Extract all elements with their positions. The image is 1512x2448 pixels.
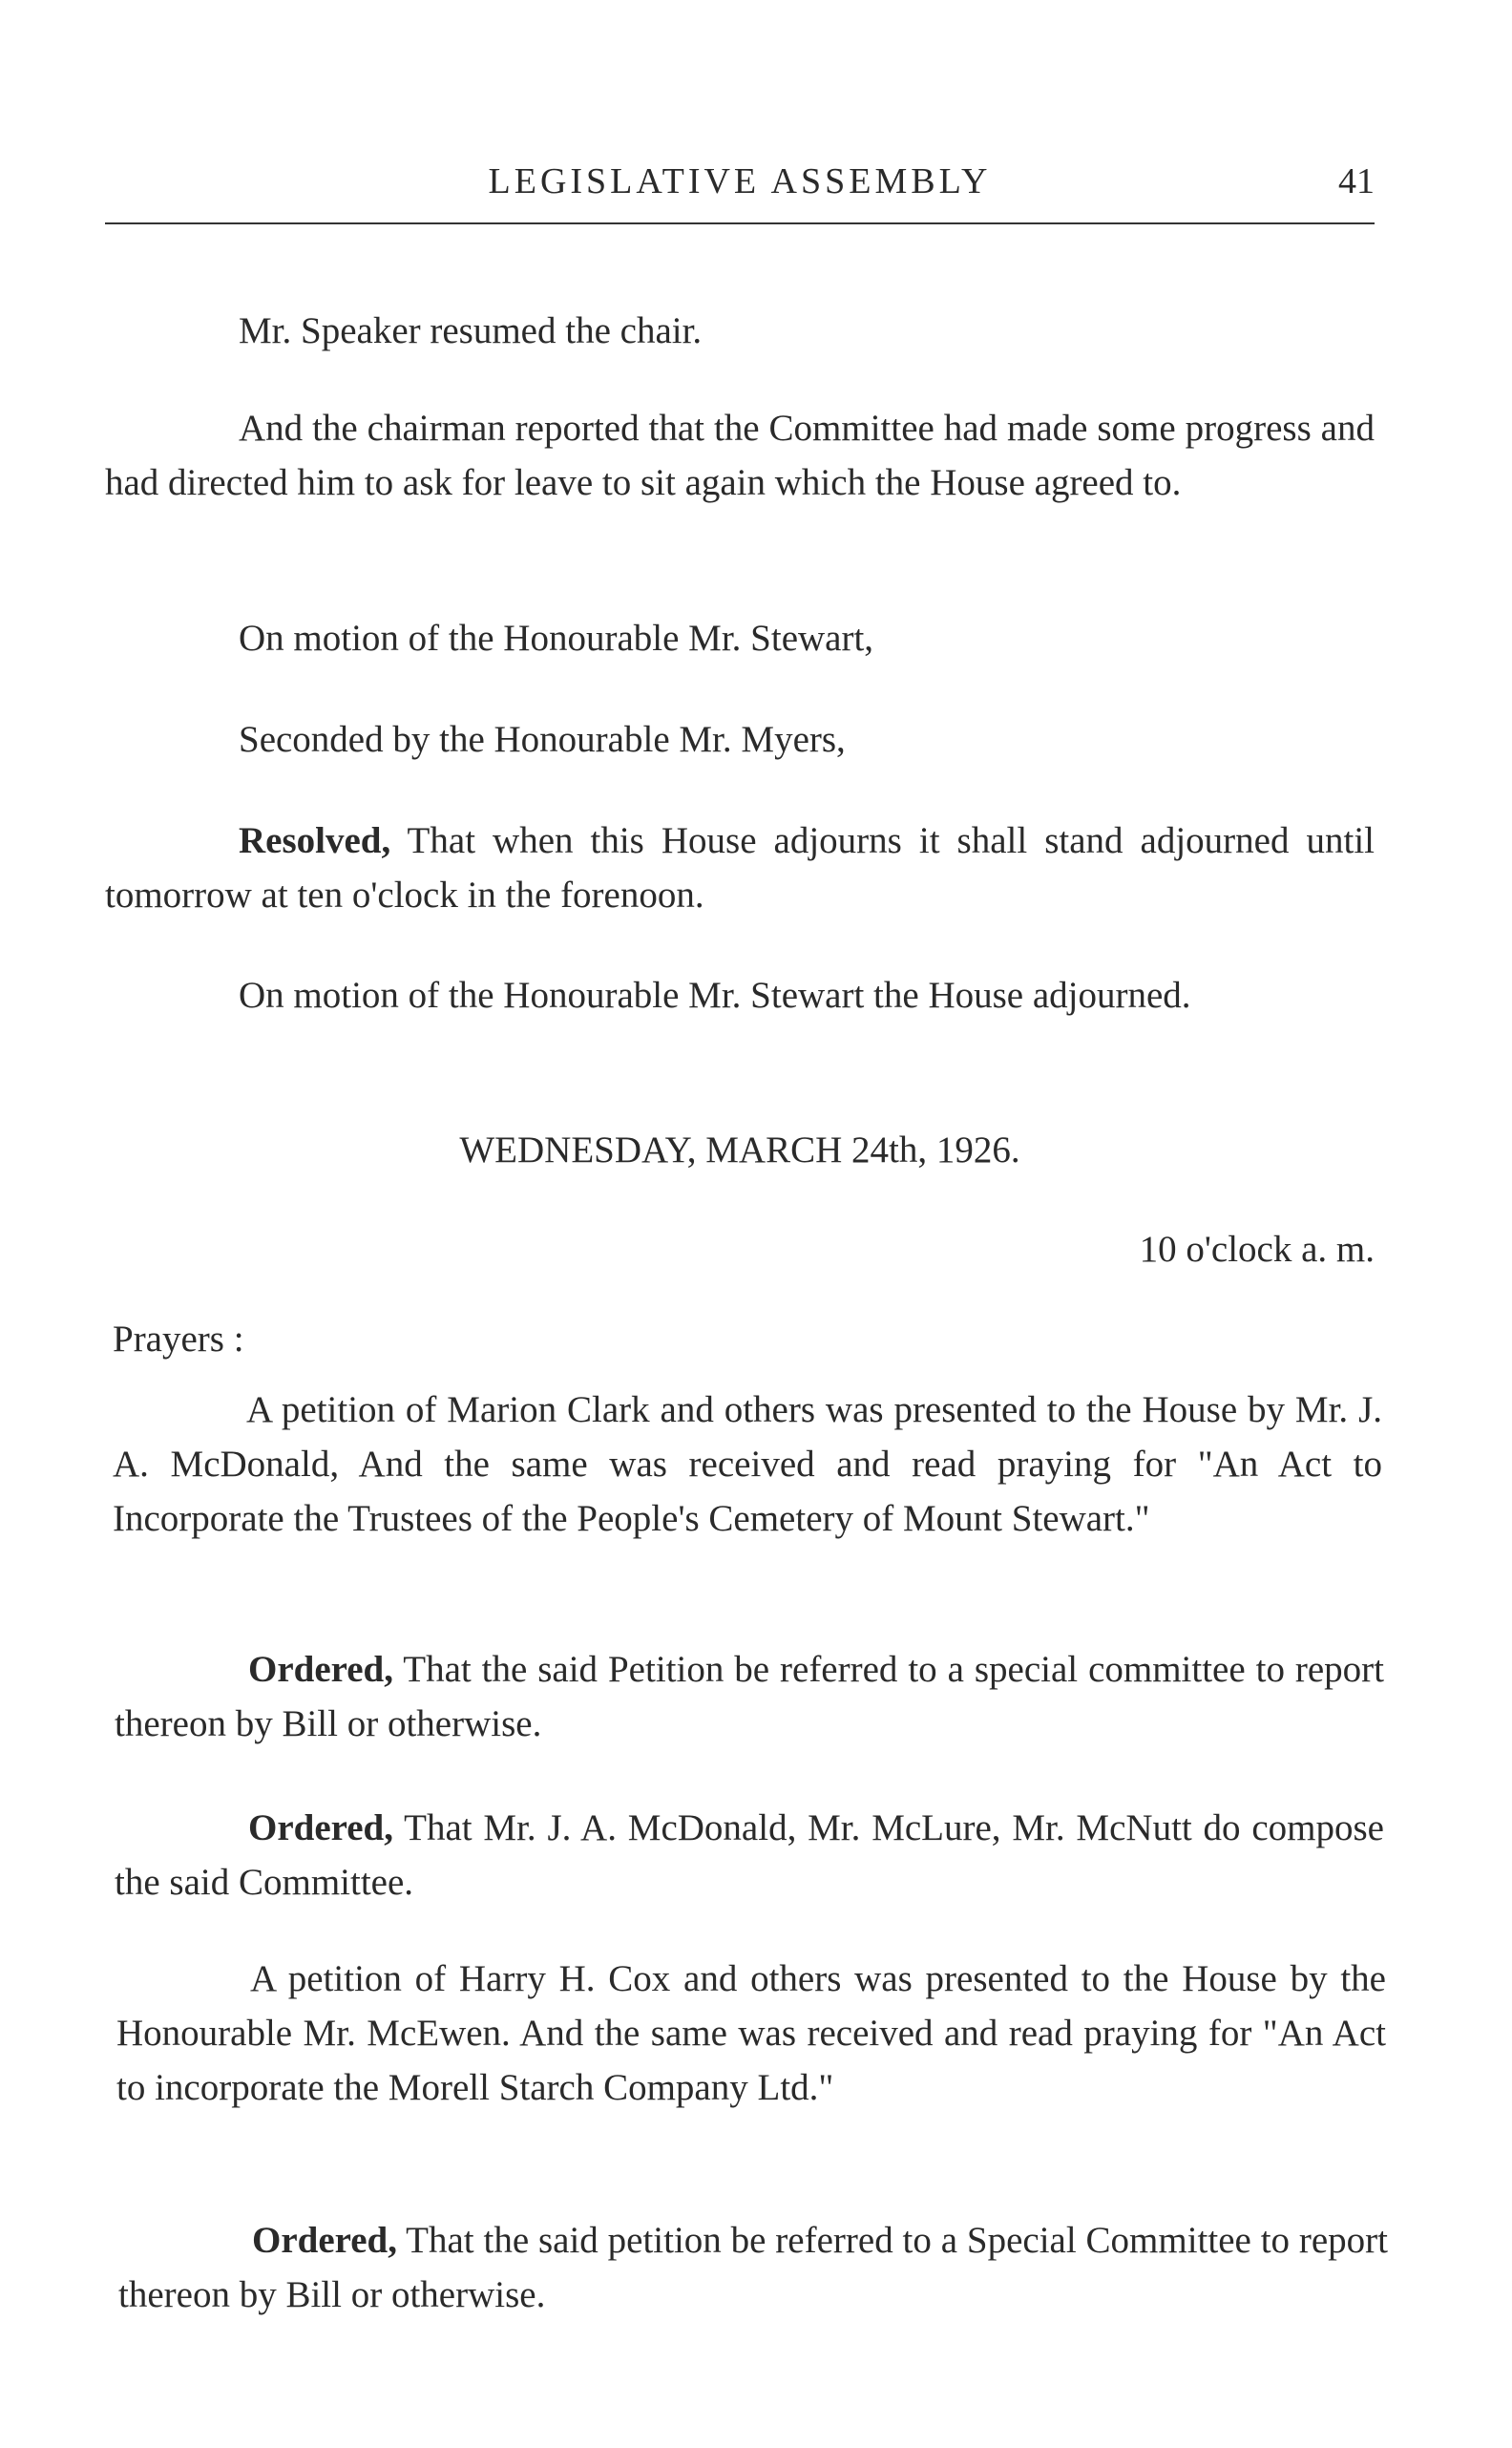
ordered-label: Ordered, bbox=[252, 2220, 398, 2261]
paragraph-seconded: Seconded by the Honourable Mr. Myers, bbox=[239, 719, 846, 760]
paragraph-petition-clark: A petition of Marion Clark and others was presented to the House by Mr. J. A. McDonald, And the same was received and read praying for "An Act to Incorporate the Trustees of the People's Cemetery of Mount Stewart." bbox=[113, 1389, 1382, 1539]
resolved-label: Resolved, bbox=[239, 820, 391, 861]
paragraph-ordered-referred bbox=[115, 1642, 1384, 1751]
page-number: 41 bbox=[1338, 161, 1375, 201]
paragraph-chairman-report: And the chairman reported that the Committee had made some progress and had directed him to ask for leave to sit again which the House agreed to. bbox=[105, 408, 1375, 503]
paragraph-speaker-resumed: Mr. Speaker resumed the chair. bbox=[239, 310, 703, 351]
ordered-text: That the said petition be referred to a Special Committee to report thereon by Bill or otherwise. bbox=[118, 2220, 1388, 2315]
paragraph-motion: On motion of the Honourable Mr. Stewart, bbox=[239, 618, 874, 659]
resolved-text: That when this House adjourns it shall stand adjourned until tomorrow at ten o'clock in the forenoon. bbox=[105, 820, 1375, 916]
date-heading: WEDNESDAY, MARCH 24th, 1926. bbox=[459, 1129, 1020, 1171]
paragraph-ordered-special bbox=[118, 2213, 1388, 2322]
ordered-label: Ordered, bbox=[248, 1649, 394, 1690]
ordered-text: That the said Petition be referred to a special committee to report thereon by Bill or otherwise. bbox=[115, 1649, 1384, 1744]
paragraph-petition-cox: A petition of Harry H. Cox and others was presented to the House by the Honourable Mr. McEwen. And the same was received and read praying for "An Act to incorporate the Morell Starch Company Ltd." bbox=[116, 1958, 1386, 2108]
ordered-label: Ordered, bbox=[248, 1807, 394, 1848]
time-line: 10 o'clock a. m. bbox=[1139, 1229, 1375, 1270]
header-rule bbox=[105, 222, 1375, 224]
running-header bbox=[105, 160, 1375, 208]
paragraph-resolved bbox=[105, 813, 1375, 922]
prayers-line: Prayers : bbox=[113, 1319, 244, 1360]
running-title: LEGISLATIVE ASSEMBLY bbox=[488, 161, 992, 201]
paragraph-ordered-committee bbox=[115, 1801, 1384, 1910]
paragraph-adjourned: On motion of the Honourable Mr. Stewart the House adjourned. bbox=[239, 975, 1191, 1016]
ordered-text: That Mr. J. A. McDonald, Mr. McLure, Mr. McNutt do compose the said Committee. bbox=[115, 1807, 1384, 1903]
